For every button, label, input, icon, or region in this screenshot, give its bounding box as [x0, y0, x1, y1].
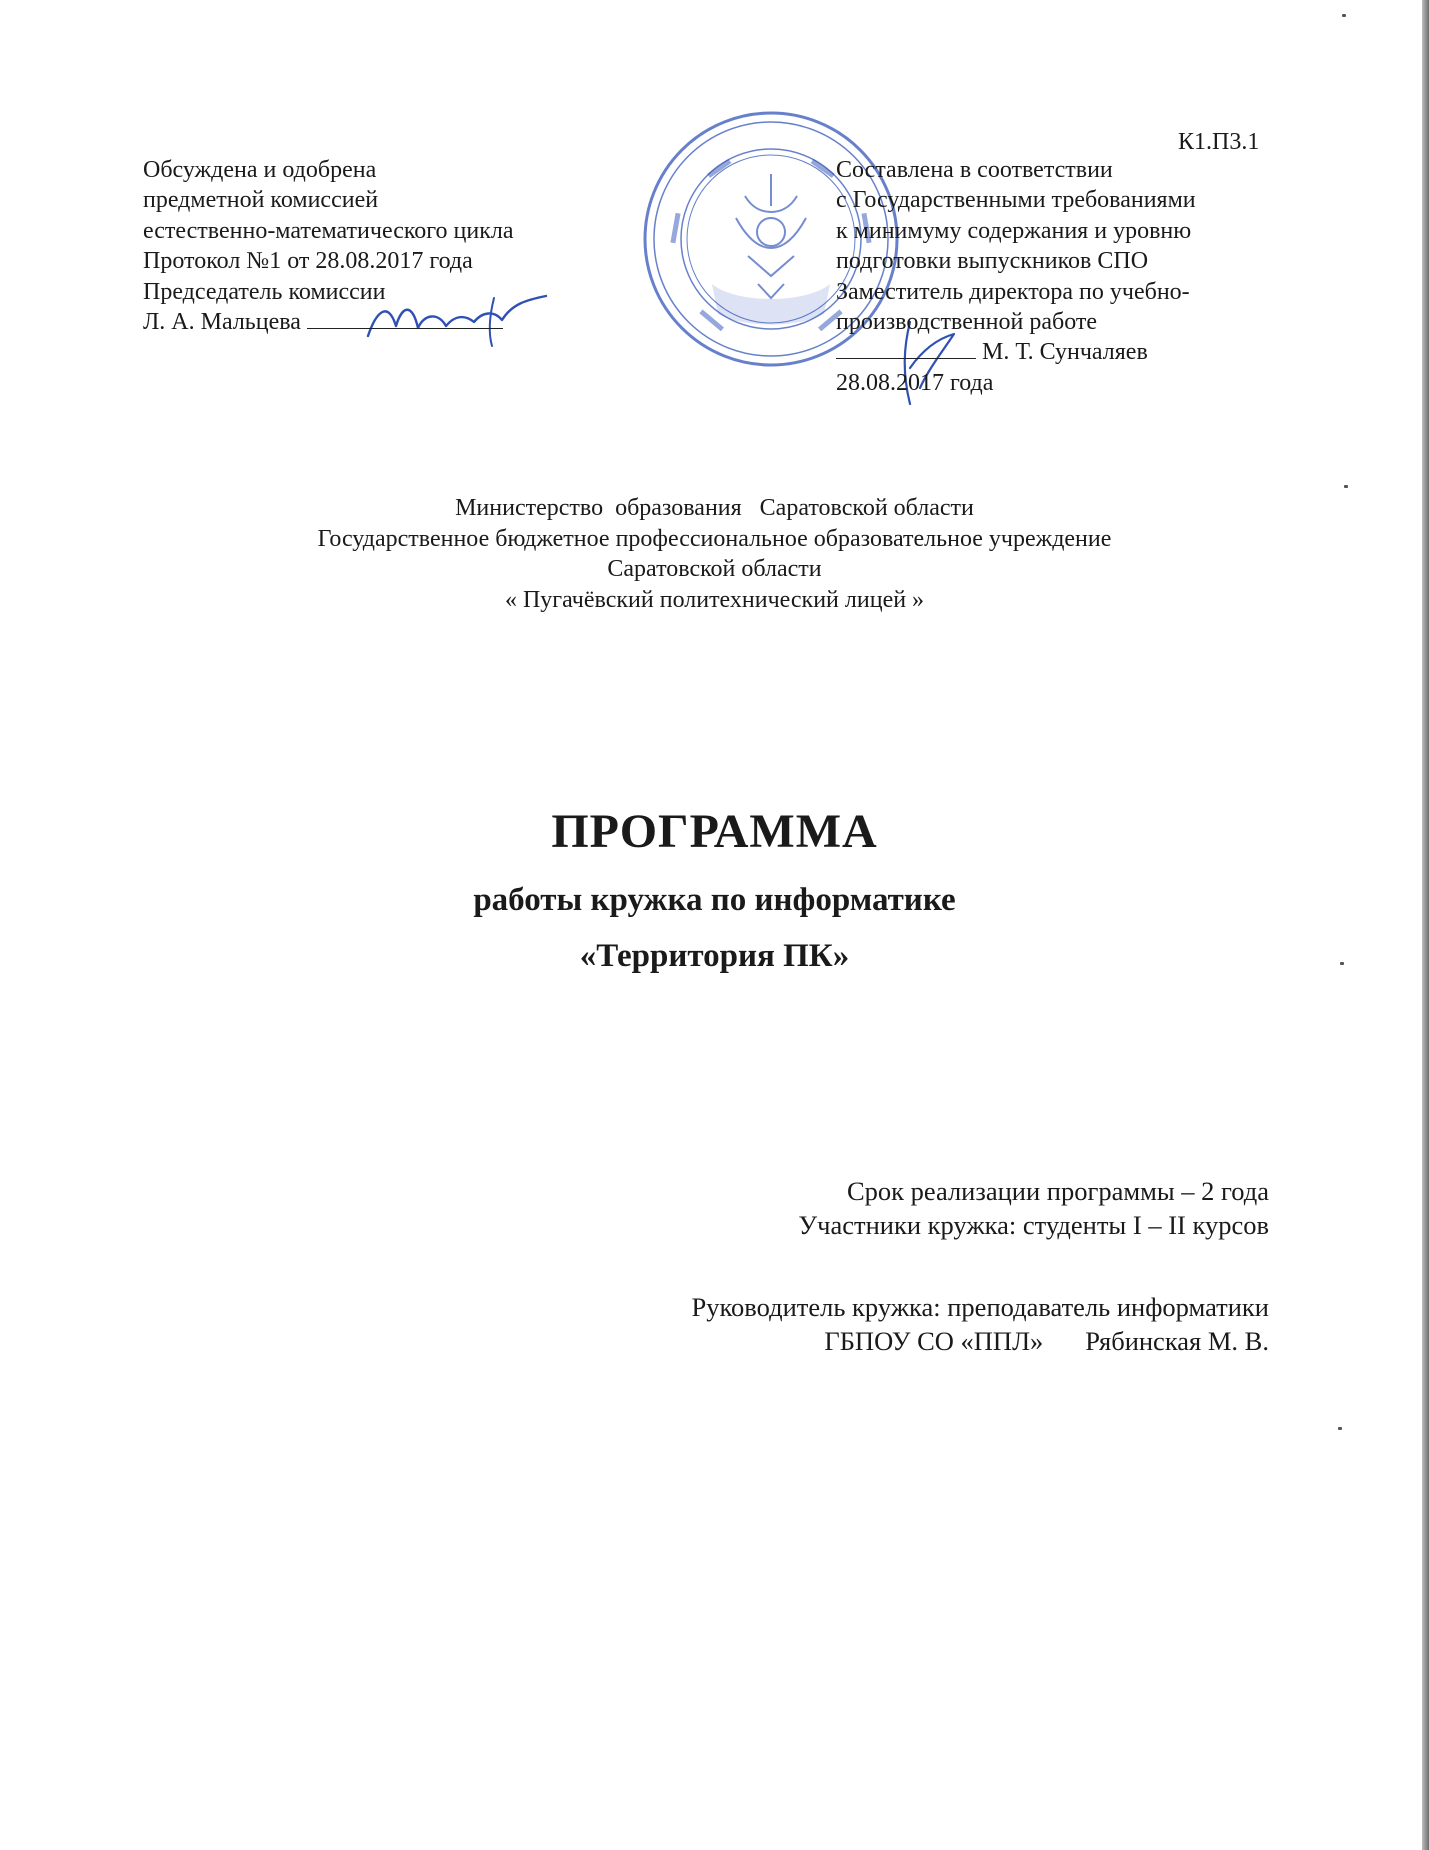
approval-left-block — [143, 155, 514, 337]
approval-right-line: с Государственными требованиями — [836, 187, 1196, 214]
program-participants: Участники кружка: студенты I – II курсов — [798, 1210, 1269, 1240]
scan-right-edge — [1422, 0, 1429, 1850]
school-name: ГБПОУ СО «ППЛ» — [824, 1326, 1044, 1356]
approval-left-line: естественно-математического цикла — [143, 217, 514, 244]
approval-right-date: 28.08.2017 года — [836, 369, 994, 396]
approval-right-sign-row — [836, 337, 1196, 367]
institution-region: Саратовской области — [607, 556, 822, 582]
approval-left-line: Председатель комиссии — [143, 278, 386, 305]
approval-right-line: Составлена в соответствии — [836, 157, 1113, 183]
institution-header — [0, 493, 1429, 615]
approval-left-sign-row — [143, 307, 514, 337]
approval-left-line: Обсуждена и одобрена — [143, 157, 377, 183]
approval-left-line: предметной комиссией — [143, 187, 379, 214]
program-leader — [692, 1290, 1269, 1358]
page-subtitle: работы кружка по информатике — [473, 882, 956, 918]
approval-right-line: производственной работе — [836, 309, 1098, 336]
program-details — [798, 1174, 1269, 1242]
approval-right-block — [836, 155, 1196, 398]
page-title: ПРОГРАММА — [551, 805, 878, 858]
approval-right-line: Заместитель директора по учебно- — [836, 278, 1190, 305]
approval-left-line: Протокол №1 от 28.08.2017 года — [143, 248, 473, 275]
scan-speck — [1342, 14, 1346, 17]
institution-name: « Пугачёвский политехнический лицей » — [504, 586, 925, 613]
signature-line — [836, 338, 976, 359]
approval-left-signer: Л. А. Мальцева — [143, 309, 301, 336]
approval-right-line: подготовки выпускников СПО — [836, 248, 1149, 275]
document-code: К1.П3.1 — [1178, 129, 1260, 155]
signature-line — [307, 308, 503, 329]
teacher-name: Рябинская М. В. — [1085, 1326, 1269, 1356]
institution-type: Государственное бюджетное профессиональное образовательное учреждение — [317, 525, 1112, 552]
institution-ministry: Министерство образования Саратовской области — [455, 495, 974, 521]
approval-right-line: к минимуму содержания и уровню — [836, 217, 1192, 244]
leader-row — [692, 1324, 1269, 1358]
program-name: «Территория ПК» — [579, 938, 850, 974]
approval-right-signer: М. Т. Сунчаляев — [982, 339, 1148, 366]
scan-speck — [1344, 485, 1348, 488]
leader-role: Руководитель кружка: преподаватель информатики — [691, 1292, 1269, 1322]
scan-speck — [1338, 1427, 1342, 1430]
program-duration: Срок реализации программы – 2 года — [846, 1176, 1269, 1206]
